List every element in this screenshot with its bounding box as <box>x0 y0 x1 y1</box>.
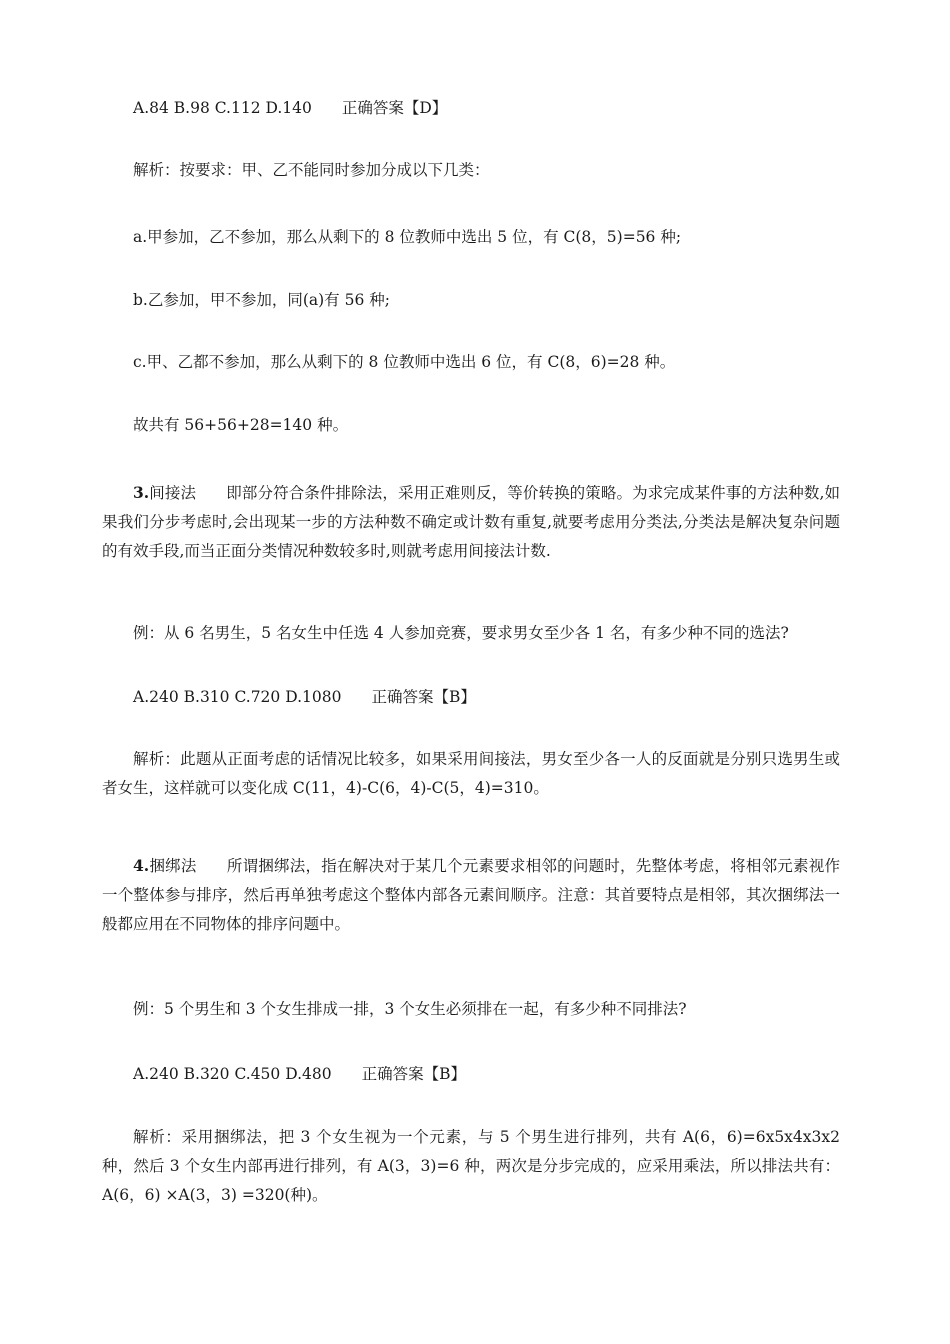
q2-answer: 正确答案【D】 <box>341 99 448 117</box>
method-4-number: 4. <box>133 856 150 875</box>
method-3-options-line <box>133 686 476 708</box>
q2-case-c: c.甲、乙都不参加，那么从剩下的 8 位教师中选出 6 位，有 C(8，6)=28 种。 <box>133 353 676 371</box>
method-4-options: A.240 B.320 C.450 D.480 <box>133 1065 332 1083</box>
q2-case-b: b.乙参加，甲不参加，同(a)有 56 种; <box>133 291 390 309</box>
method-3-example: 例：从 6 名男生，5 名女生中任选 4 人参加竞赛，要求男女至少各 1 名，有多少种不同的选法? <box>133 624 789 642</box>
method-3-analysis: 解析：此题从正面考虑的话情况比较多，如果采用间接法，男女至少各一人的反面就是分别只选男生或者女生，这样就可以变化成 C(11，4)-C(6，4)-C(5，4)=310。 <box>102 750 840 797</box>
method-4-paragraph <box>102 851 840 939</box>
method-4-answer: 正确答案【B】 <box>361 1065 466 1083</box>
q2-total: 故共有 56+56+28=140 种。 <box>133 416 349 434</box>
method-3-answer: 正确答案【B】 <box>371 688 476 706</box>
method-3-heading: 间接法 <box>149 484 197 502</box>
method-4-analysis: 解析：采用捆绑法，把 3 个女生视为一个元素，与 5 个男生进行排列，共有 A(6，6)=6x5x4x3x2 种，然后 3 个女生内部再进行排列，有 A(3，3)=6 种，两次是分步完成的，应采用乘法，所以排法共有：A(6，6) ×A(3，3) =320(种)。 <box>102 1128 840 1204</box>
method-4-example: 例：5 个男生和 3 个女生排成一排，3 个女生必须排在一起，有多少种不同排法? <box>133 1000 687 1018</box>
q2-options: A.84 B.98 C.112 D.140 <box>133 99 312 117</box>
method-3-body: 即部分符合条件排除法，采用正难则反，等价转换的策略。为求完成某件事的方法种数,如果我们分步考虑时,会出现某一步的方法种数不确定或计数有重复,就要考虑用分类法,分类法是解决复杂问题的有效手段,而当正面分类情况种数较多时,则就考虑用间接法计数. <box>102 484 840 560</box>
method-4-heading: 捆绑法 <box>149 857 197 875</box>
q2-analysis-intro: 解析：按要求：甲、乙不能同时参加分成以下几类： <box>133 161 490 179</box>
method-3-number: 3. <box>133 483 150 502</box>
q2-case-a: a.甲参加，乙不参加，那么从剩下的 8 位教师中选出 5 位，有 C(8，5)=56 种; <box>133 228 682 246</box>
method-3-paragraph <box>102 478 840 566</box>
method-4-options-line <box>133 1063 466 1085</box>
method-3-options: A.240 B.310 C.720 D.1080 <box>133 688 342 706</box>
q2-options-line <box>133 97 447 119</box>
method-4-body: 所谓捆绑法，指在解决对于某几个元素要求相邻的问题时，先整体考虑，将相邻元素视作一个整体参与排序，然后再单独考虑这个整体内部各元素间顺序。注意：其首要特点是相邻，其次捆绑法一般都应用在不同物体的排序问题中。 <box>102 857 840 933</box>
